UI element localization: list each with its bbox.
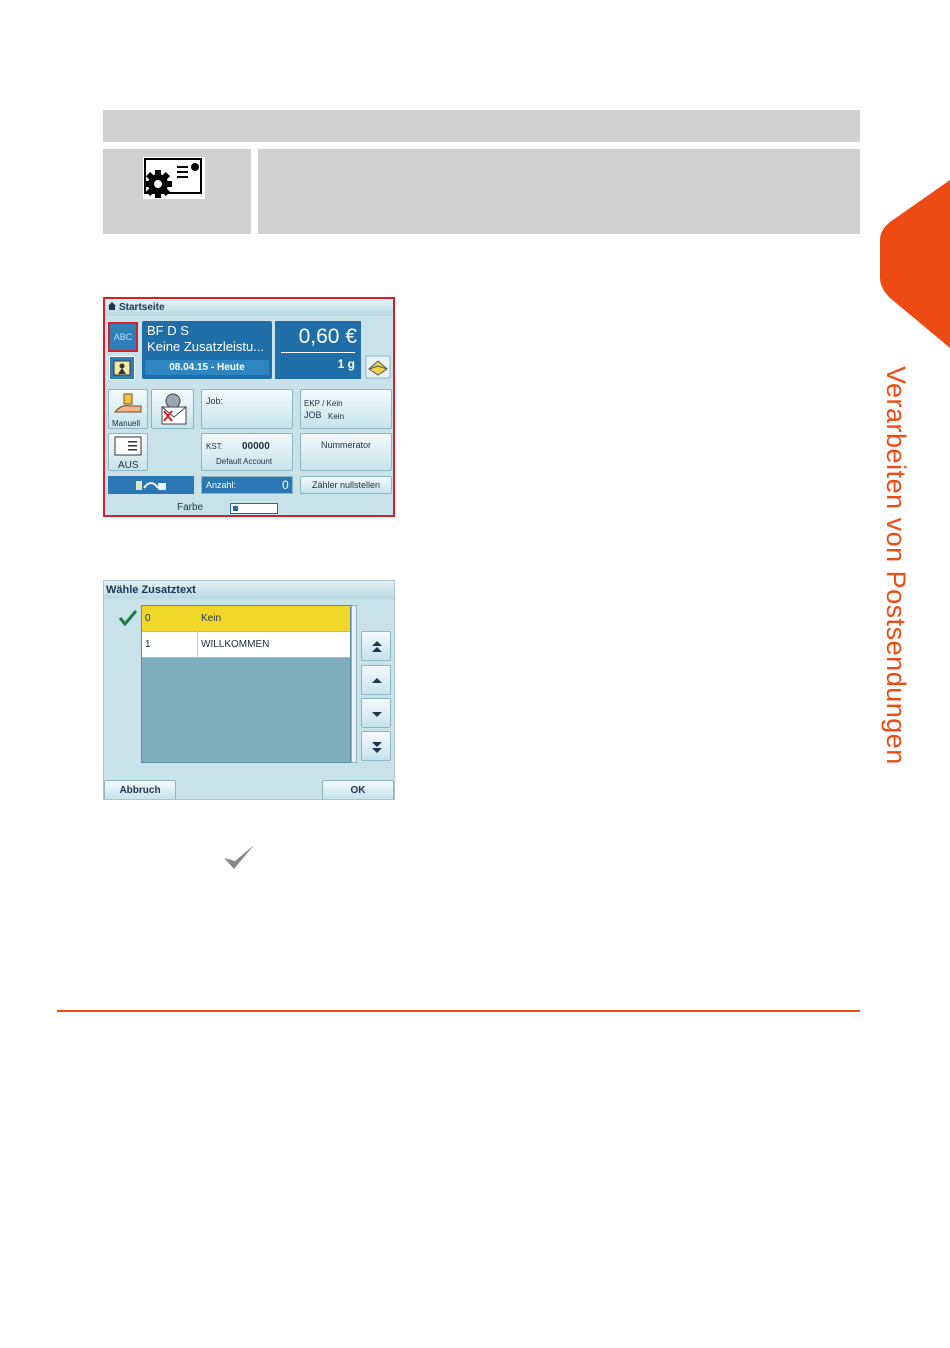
table-text-cell	[258, 149, 860, 234]
table-header-bar	[103, 110, 860, 142]
envelope-cancel-icon	[154, 393, 192, 427]
scroll-down-button[interactable]	[361, 698, 391, 728]
no-envelope-button[interactable]	[151, 389, 194, 429]
price-value: 0,60 €	[298, 325, 357, 348]
home-screen-title-bar	[105, 299, 393, 316]
home-screen-title: Startseite	[119, 302, 165, 313]
abc-text-button[interactable]: ABC	[108, 322, 138, 352]
list-item-number: 1	[145, 639, 151, 650]
ekp-line2-job: JOB	[304, 410, 322, 420]
list-scrollbar[interactable]	[351, 605, 357, 763]
home-icon	[108, 302, 116, 310]
list-item[interactable]	[142, 632, 350, 658]
chapter-title: Verarbeiten von Postsendungen	[881, 366, 911, 765]
hand-stamp-icon	[111, 392, 147, 418]
settings-envelope-icon	[143, 157, 205, 199]
nummerator-button[interactable]	[300, 433, 392, 471]
text-list	[141, 605, 351, 763]
ok-button[interactable]: OK	[322, 780, 394, 800]
chapter-tab	[880, 180, 950, 348]
double-up-icon	[371, 640, 383, 654]
product-date[interactable]: 08.04.15 - Heute	[145, 360, 269, 375]
connection-icon	[134, 478, 168, 492]
ekp-button[interactable]	[300, 389, 392, 429]
text-select-title: Wähle Zusatztext	[104, 581, 394, 599]
price-panel[interactable]	[275, 321, 361, 379]
section-divider	[57, 1010, 860, 1012]
list-item-label: Kein	[201, 613, 222, 624]
selected-check-icon	[119, 610, 137, 626]
weight-value: 1 g	[337, 357, 355, 371]
price-separator	[281, 352, 355, 353]
kst-value: 00000	[242, 441, 270, 452]
job-label: Job:	[206, 396, 224, 406]
aus-button[interactable]	[108, 433, 148, 471]
list-item-number: 0	[145, 613, 151, 624]
manuell-button[interactable]	[108, 389, 148, 429]
list-item-divider	[197, 632, 198, 658]
image-button[interactable]	[109, 356, 135, 380]
text-select-screen	[103, 580, 395, 800]
ink-level-bar	[230, 503, 278, 514]
product-panel[interactable]	[142, 321, 272, 379]
product-service: Keine Zusatzleistu...	[147, 339, 265, 354]
envelope-icon	[365, 355, 391, 379]
cancel-button[interactable]: Abbruch	[104, 780, 176, 800]
scroll-top-button[interactable]	[361, 631, 391, 661]
job-button[interactable]	[201, 389, 293, 429]
table-icon-cell	[103, 149, 251, 234]
kst-button[interactable]	[201, 433, 293, 471]
list-item[interactable]	[142, 606, 350, 632]
image-icon	[110, 357, 134, 379]
product-name: BF D S	[147, 323, 189, 338]
envelope-button[interactable]	[365, 355, 391, 379]
anzahl-display	[201, 476, 293, 494]
home-screen	[103, 297, 395, 517]
scroll-bottom-button[interactable]	[361, 731, 391, 761]
anzahl-value: 0	[282, 478, 289, 492]
checkmark-icon	[222, 842, 256, 872]
list-item-divider	[197, 606, 198, 632]
zaehler-reset-button[interactable]	[300, 476, 392, 494]
zaehler-reset-label: Zähler nullstellen	[311, 480, 381, 490]
ink-level-fill	[233, 506, 238, 511]
connection-button[interactable]	[108, 476, 194, 494]
ekp-line1: EKP / Kein	[304, 399, 343, 408]
label-icon	[114, 436, 144, 458]
down-icon	[371, 707, 383, 721]
kst-label: KST:	[206, 442, 223, 451]
list-item-label: WILLKOMMEN	[201, 639, 270, 650]
double-down-icon	[371, 740, 383, 754]
anzahl-label: Anzahl:	[206, 480, 237, 490]
scroll-up-button[interactable]	[361, 665, 391, 695]
manuell-label: Manuell	[112, 419, 141, 428]
nummerator-label: Nummerator	[320, 440, 371, 450]
aus-label: AUS	[118, 460, 139, 471]
up-icon	[371, 674, 383, 688]
ink-label: Farbe	[177, 502, 204, 513]
kst-account: Default Account	[216, 457, 273, 466]
ekp-line2-kein: Kein	[328, 412, 345, 421]
